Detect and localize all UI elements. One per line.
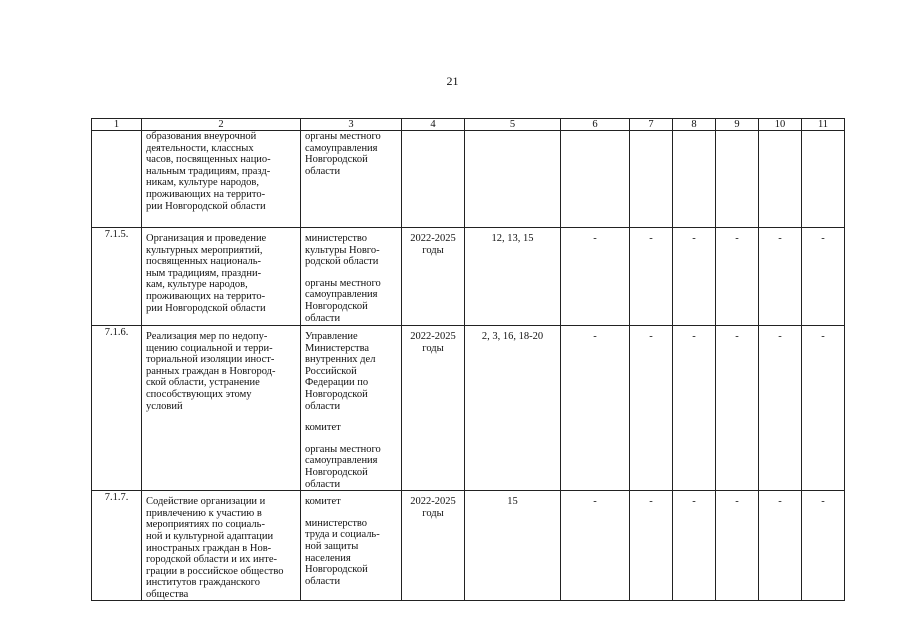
col-header-8: 8 bbox=[673, 119, 716, 131]
col-10-value bbox=[759, 131, 802, 228]
col-header-10: 10 bbox=[759, 119, 802, 131]
table-row bbox=[92, 228, 845, 326]
executor: органы местного самоуправления Новгородской области bbox=[305, 277, 381, 324]
col-7-value: - bbox=[630, 228, 673, 326]
activity-name: Реализация мер по недопу- щению социальной и терри- ториальной изоляции иност- ранных граждан в Новгород- ской области, устранение способствующих этому условий bbox=[142, 326, 301, 491]
col-11-value: - bbox=[802, 326, 845, 491]
indicators: 2, 3, 16, 18-20 bbox=[465, 326, 561, 491]
period: 2022-2025 годы bbox=[402, 228, 465, 326]
col-header-5: 5 bbox=[465, 119, 561, 131]
indicators: 12, 13, 15 bbox=[465, 228, 561, 326]
col-6-value: - bbox=[561, 326, 630, 491]
page-number: 21 bbox=[446, 74, 459, 88]
col-8-value: - bbox=[673, 326, 716, 491]
col-header-1: 1 bbox=[92, 119, 142, 131]
col-header-11: 11 bbox=[802, 119, 845, 131]
activity-name: образования внеурочной деятельности, классных часов, посвященных нацио- нальным традициям, празд- никам, культуре народов, проживающих на террито- рии Новгородской области bbox=[142, 131, 301, 228]
activity-name: Содействие организации и привлечению к участию в мероприятиях по социаль- ной и культурной адаптации иностраных граждан в Нов- городской области и их инте- грации в российское общество институтов гражданского общества bbox=[142, 491, 301, 601]
executor: органы местного самоуправления Новгородской области bbox=[305, 131, 381, 177]
col-11-value bbox=[802, 131, 845, 228]
col-10-value: - bbox=[759, 491, 802, 601]
col-header-9: 9 bbox=[716, 119, 759, 131]
col-header-2: 2 bbox=[142, 119, 301, 131]
executors bbox=[301, 326, 402, 491]
col-header-3: 3 bbox=[301, 119, 402, 131]
col-10-value: - bbox=[759, 326, 802, 491]
column-number-row bbox=[92, 119, 845, 131]
executor: комитет bbox=[305, 422, 341, 434]
indicators bbox=[465, 131, 561, 228]
activity-name: Организация и проведение культурных мероприятий, посвященных националь- ным традициям, праздни- кам, культуре народов, проживающих на террито- рии Новгородской области bbox=[142, 228, 301, 326]
period: 2022-2025 годы bbox=[402, 326, 465, 491]
col-9-value: - bbox=[716, 228, 759, 326]
executor: органы местного самоуправления Новгородской области bbox=[305, 443, 381, 490]
col-9-value: - bbox=[716, 326, 759, 491]
col-7-value: - bbox=[630, 326, 673, 491]
table-row bbox=[92, 131, 845, 228]
col-8-value: - bbox=[673, 491, 716, 601]
col-7-value: - bbox=[630, 491, 673, 601]
col-header-4: 4 bbox=[402, 119, 465, 131]
col-6-value: - bbox=[561, 228, 630, 326]
row-number: 7.1.6. bbox=[92, 326, 142, 491]
col-11-value: - bbox=[802, 491, 845, 601]
executor: министерство культуры Новго- родской области bbox=[305, 233, 380, 268]
executor: комитет bbox=[305, 496, 341, 508]
table-row bbox=[92, 326, 845, 491]
executors bbox=[301, 228, 402, 326]
executors bbox=[301, 491, 402, 601]
period: 2022-2025 годы bbox=[402, 491, 465, 601]
program-table bbox=[91, 118, 845, 601]
table-row bbox=[92, 491, 845, 601]
col-9-value bbox=[716, 131, 759, 228]
executors bbox=[301, 131, 402, 228]
col-header-7: 7 bbox=[630, 119, 673, 131]
col-6-value: - bbox=[561, 491, 630, 601]
period bbox=[402, 131, 465, 228]
indicators: 15 bbox=[465, 491, 561, 601]
row-number: 7.1.7. bbox=[92, 491, 142, 601]
col-11-value: - bbox=[802, 228, 845, 326]
col-8-value bbox=[673, 131, 716, 228]
row-number: 7.1.5. bbox=[92, 228, 142, 326]
executor: Управление Министерства внутренних дел Российской Федерации по Новгородской области bbox=[305, 331, 376, 412]
col-6-value bbox=[561, 131, 630, 228]
executor: министерство труда и социаль- ной защиты населения Новгородской области bbox=[305, 517, 380, 587]
col-8-value: - bbox=[673, 228, 716, 326]
col-10-value: - bbox=[759, 228, 802, 326]
col-7-value bbox=[630, 131, 673, 228]
row-number bbox=[92, 131, 142, 228]
col-9-value: - bbox=[716, 491, 759, 601]
col-header-6: 6 bbox=[561, 119, 630, 131]
